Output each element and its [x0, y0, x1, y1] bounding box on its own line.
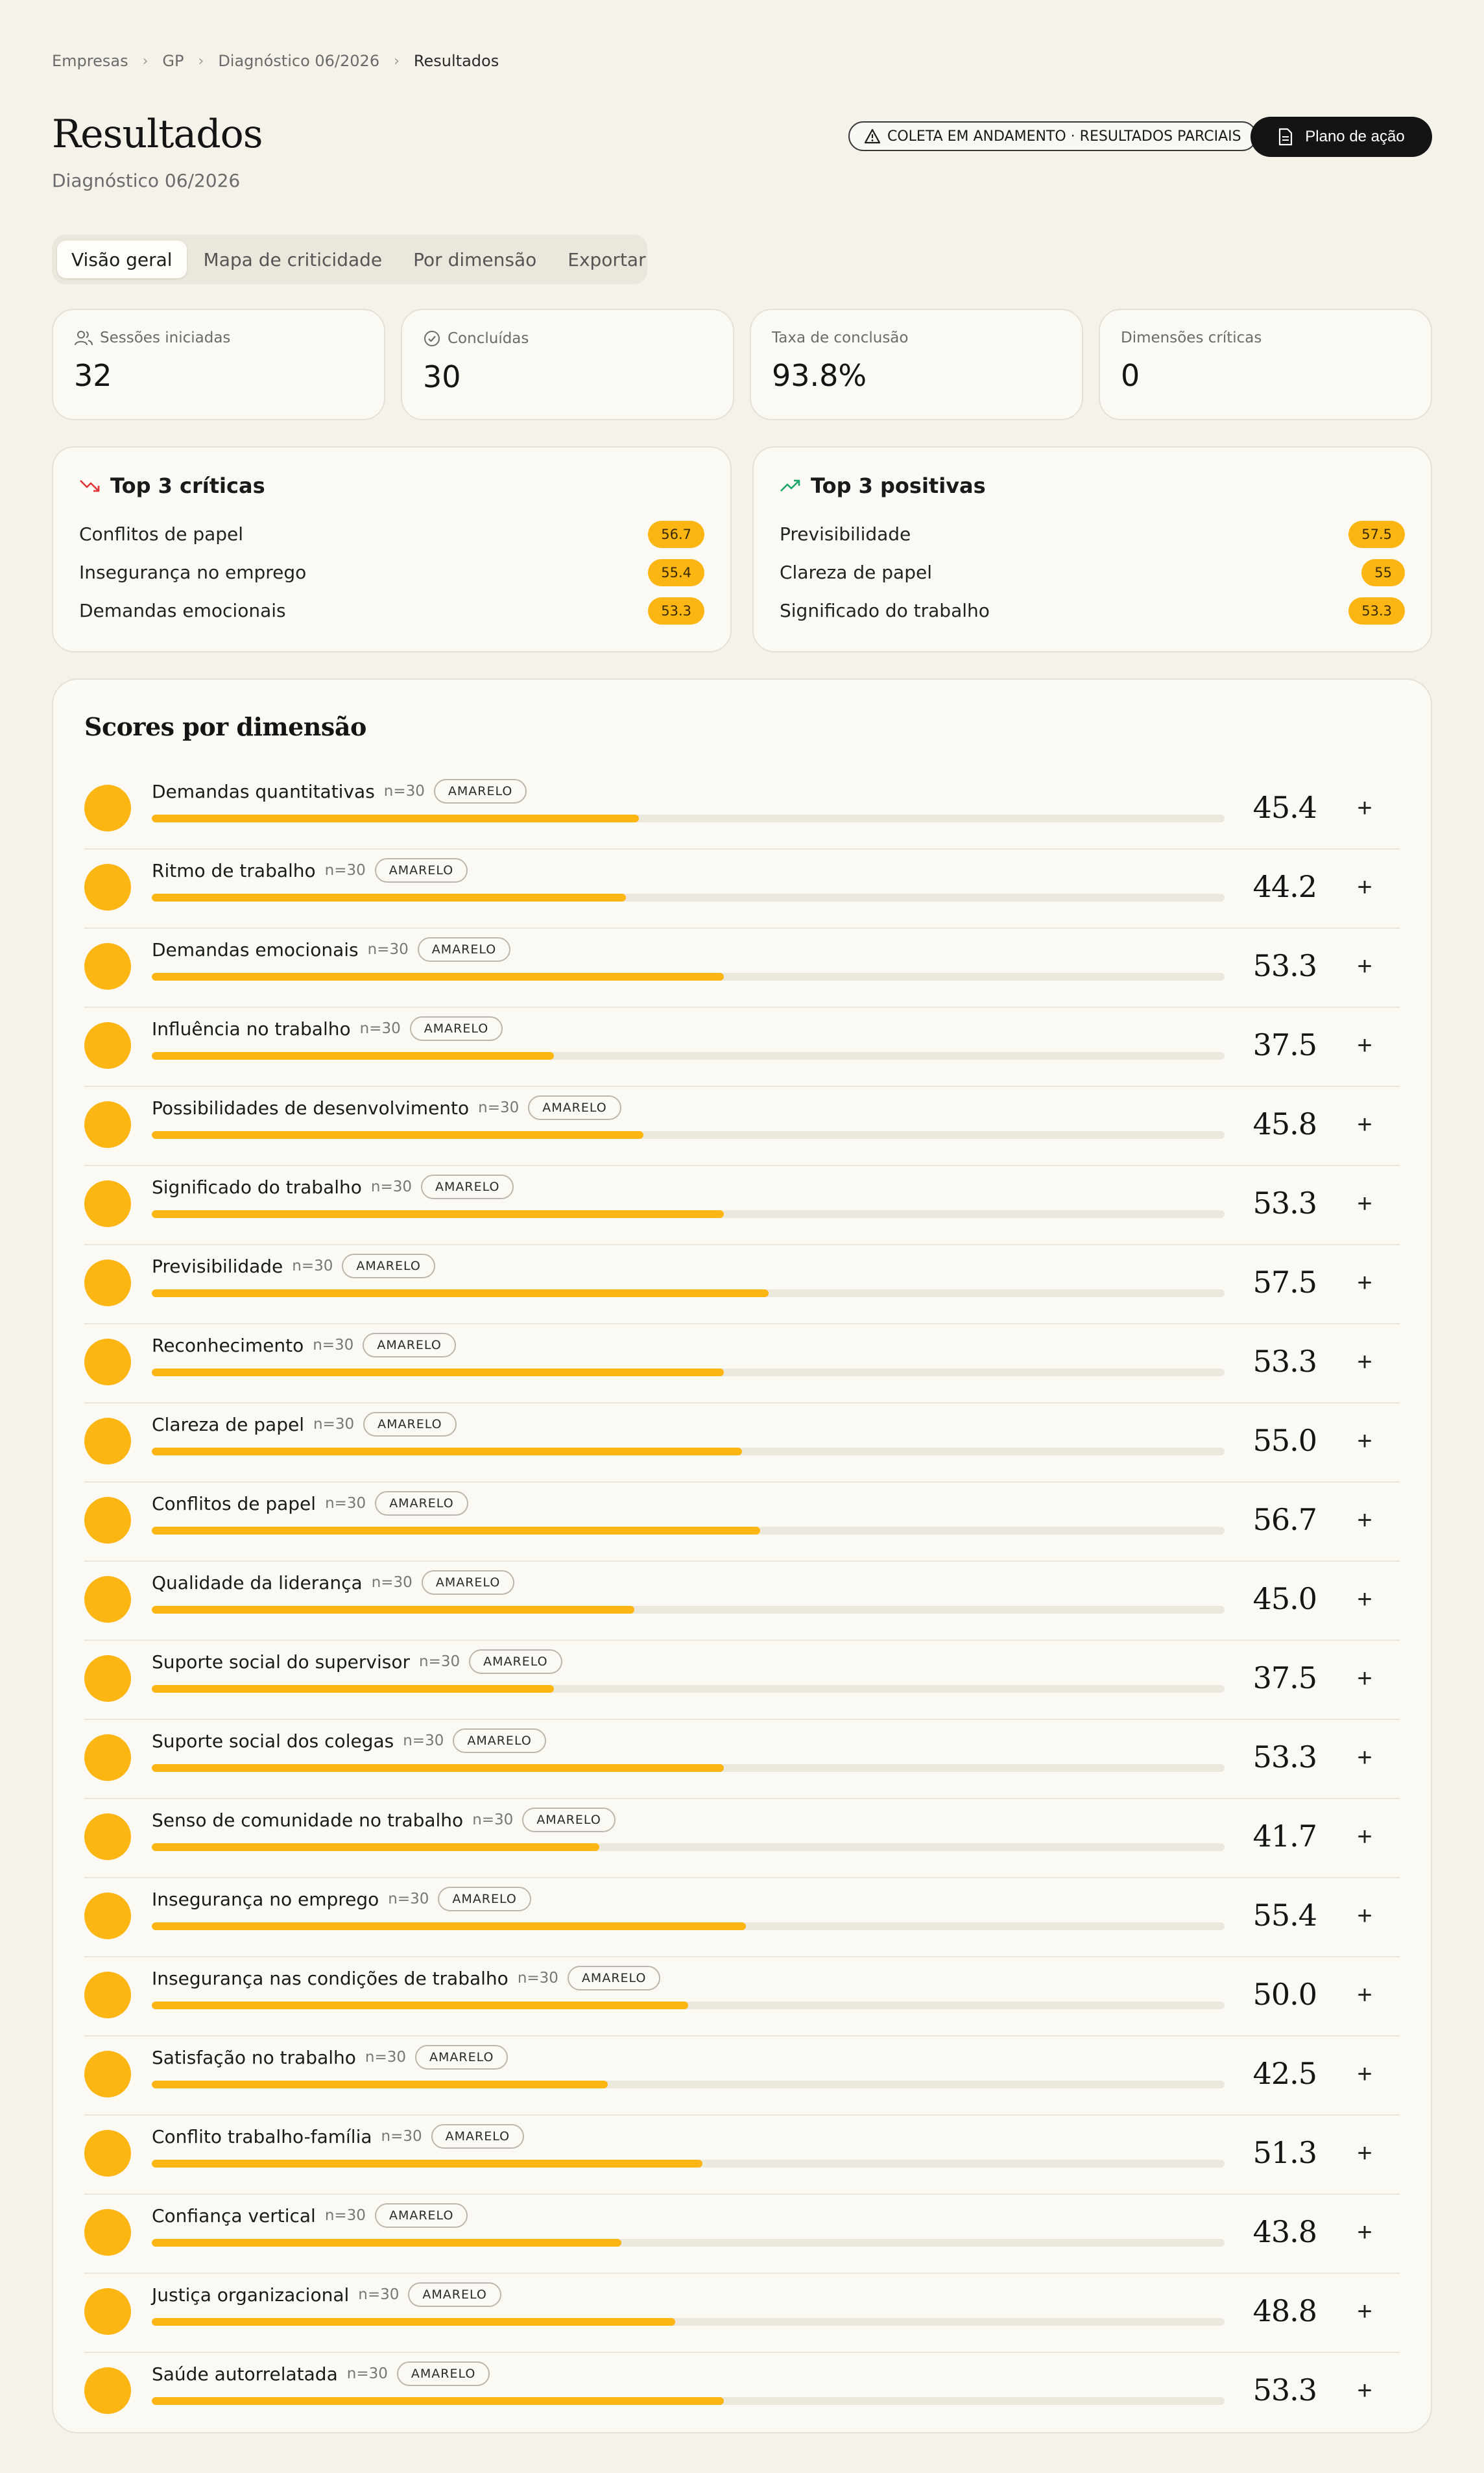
dimension-row [84, 1720, 1400, 1799]
sample-size: n=30 [419, 1653, 461, 1670]
dimension-name: Influência no trabalho [152, 1018, 351, 1040]
dimension-row [84, 1008, 1400, 1087]
dimension-row [84, 850, 1400, 929]
status-dot [84, 1893, 131, 1939]
dimension-row [84, 1641, 1400, 1720]
dimension-score: 56.7 [1252, 1502, 1317, 1537]
dimension-name: Senso de comunidade no trabalho [152, 1809, 464, 1831]
status-dot [84, 1734, 131, 1781]
score-bar [152, 2239, 1225, 2247]
dimension-row [84, 2195, 1400, 2274]
score-bar-fill [152, 815, 639, 822]
status-dot [84, 2288, 131, 2335]
sample-size: n=30 [325, 1495, 366, 1512]
list-item [79, 553, 704, 591]
stat-value: 93.8% [772, 358, 867, 393]
status-dot [84, 2051, 131, 2097]
score-bar [152, 894, 1225, 902]
list-item [780, 515, 1405, 553]
dimension-score: 51.3 [1252, 2135, 1317, 2170]
top-positive-card [752, 446, 1432, 652]
score-bar-fill [152, 1685, 554, 1693]
score-bar [152, 1131, 1225, 1139]
stat-card-dimensoes-criticas [1099, 309, 1432, 420]
dimension-score: 45.8 [1252, 1106, 1317, 1141]
status-tag: AMARELO [415, 2045, 508, 2070]
dimension-score: 55.0 [1252, 1423, 1317, 1458]
warning-icon [864, 128, 881, 144]
users-icon [74, 329, 93, 346]
expand-button[interactable]: + [1349, 1109, 1380, 1140]
dimension-score: 53.3 [1252, 1739, 1317, 1774]
dimension-row [84, 1404, 1400, 1483]
score-bar [152, 815, 1225, 822]
score-bar-fill [152, 1448, 742, 1455]
score-bar-fill [152, 1764, 724, 1772]
status-dot [84, 1180, 131, 1227]
status-tag: AMARELO [431, 2124, 524, 2149]
sample-size: n=30 [313, 1337, 354, 1354]
score-bar-fill [152, 973, 724, 981]
expand-button[interactable]: + [1349, 1663, 1380, 1694]
score-bar-fill [152, 1052, 554, 1060]
sample-size: n=30 [472, 1811, 514, 1828]
dimension-score: 55.4 [1252, 1898, 1317, 1933]
score-bar-fill [152, 1210, 724, 1218]
score-bar-fill [152, 2397, 724, 2405]
expand-button[interactable]: + [1349, 2375, 1380, 2406]
score-bar [152, 2160, 1225, 2168]
sample-size: n=30 [367, 941, 409, 958]
dimension-name: Satisfação no trabalho [152, 2046, 356, 2068]
dimension-name: Qualidade da liderança [152, 1571, 363, 1594]
expand-button[interactable]: + [1349, 2296, 1380, 2327]
dimension-name: Suporte social do supervisor [152, 1651, 411, 1673]
status-tag: AMARELO [422, 1570, 514, 1595]
scores-card [52, 678, 1432, 2433]
status-dot [84, 1339, 131, 1385]
score-bar [152, 1368, 1225, 1376]
sample-size: n=30 [313, 1416, 355, 1433]
status-badge-label: COLETA EM ANDAMENTO · RESULTADOS PARCIAIS [887, 128, 1241, 145]
status-tag: AMARELO [418, 937, 510, 962]
chevron-right-icon: › [394, 53, 400, 69]
status-tag: AMARELO [375, 858, 468, 883]
dimension-score: 53.3 [1252, 948, 1317, 983]
sample-size: n=30 [346, 2365, 388, 2382]
status-dot [84, 1101, 131, 1148]
dimension-row [84, 1324, 1400, 1404]
score-bar-fill [152, 1368, 724, 1376]
status-dot [84, 1813, 131, 1860]
score-bar-fill [152, 1922, 746, 1930]
score-bar-fill [152, 1606, 634, 1614]
list-item [780, 591, 1405, 630]
status-dot [84, 2367, 131, 2414]
score-bar [152, 1685, 1225, 1693]
dimension-name: Previsibilidade [152, 1255, 283, 1277]
score-bar-fill [152, 2081, 608, 2088]
sample-size: n=30 [403, 1732, 444, 1749]
score-pill: 53.3 [648, 597, 704, 625]
score-bar [152, 1210, 1225, 1218]
dimension-row [84, 1562, 1400, 1641]
stat-label: Taxa de conclusão [772, 329, 909, 346]
score-bar-fill [152, 2318, 675, 2326]
plan-button-label: Plano de ação [1305, 128, 1405, 145]
dimension-score: 37.5 [1252, 1660, 1317, 1695]
score-bar [152, 1052, 1225, 1060]
dimension-score: 53.3 [1252, 1344, 1317, 1379]
dimension-name: Conflito trabalho-família [152, 2125, 372, 2147]
score-bar-fill [152, 1843, 599, 1851]
score-bar-fill [152, 2001, 688, 2009]
list-item [780, 553, 1405, 591]
dimension-name: Clareza de papel [152, 1413, 304, 1435]
status-tag: AMARELO [363, 1412, 456, 1437]
sample-size: n=30 [365, 2049, 407, 2066]
expand-button[interactable]: + [1349, 1188, 1380, 1219]
sample-size: n=30 [371, 1574, 413, 1591]
score-pill: 55.4 [648, 559, 704, 586]
sample-size: n=30 [324, 2207, 366, 2224]
dimension-row [84, 1087, 1400, 1166]
expand-button[interactable]: + [1349, 1267, 1380, 1298]
status-tag: AMARELO [453, 1728, 545, 1753]
score-bar [152, 1289, 1225, 1297]
dimension-score: 44.2 [1252, 869, 1317, 904]
dimension-row [84, 1245, 1400, 1324]
dimension-score: 43.8 [1252, 2214, 1317, 2249]
trending-up-icon [780, 478, 802, 494]
expand-button[interactable]: + [1349, 2217, 1380, 2248]
sample-size: n=30 [292, 1258, 333, 1274]
expand-button[interactable]: + [1349, 793, 1380, 824]
stat-label: Sessões iniciadas [100, 329, 231, 346]
dimension-name: Suporte social dos colegas [152, 1730, 394, 1752]
status-tag: AMARELO [522, 1808, 615, 1832]
expand-button[interactable]: + [1349, 872, 1380, 903]
scores-title: Scores por dimensão [84, 712, 366, 741]
sample-size: n=30 [383, 783, 425, 800]
score-pill: 56.7 [648, 521, 704, 548]
score-bar-fill [152, 2160, 702, 2168]
page-title: Resultados [52, 112, 263, 157]
expand-button[interactable]: + [1349, 1979, 1380, 2011]
dimension-score: 45.4 [1252, 790, 1317, 825]
item-name: Conflitos de papel [79, 523, 244, 545]
status-tag: AMARELO [434, 779, 527, 804]
dimension-score: 41.7 [1252, 1819, 1317, 1854]
dimension-name: Ritmo de trabalho [152, 859, 316, 881]
score-pill: 55 [1361, 559, 1405, 586]
plan-de-acao-button[interactable] [1251, 117, 1432, 157]
score-bar-fill [152, 1131, 643, 1139]
top-critical-title: Top 3 críticas [110, 473, 265, 498]
status-tag: AMARELO [568, 1966, 660, 1990]
status-tag: AMARELO [469, 1649, 562, 1674]
status-dot [84, 1260, 131, 1306]
tab-bar [52, 235, 647, 284]
status-dot [84, 1497, 131, 1544]
status-tag: AMARELO [363, 1333, 455, 1357]
status-dot [84, 1972, 131, 2018]
expand-button[interactable]: + [1349, 2138, 1380, 2169]
status-dot [84, 864, 131, 911]
score-bar-fill [152, 2239, 621, 2247]
dimension-name: Demandas quantitativas [152, 780, 375, 802]
stat-card-taxa-conclusao [750, 309, 1083, 420]
stat-card-concluidas [401, 309, 734, 420]
score-pill: 57.5 [1348, 521, 1405, 548]
item-name: Demandas emocionais [79, 600, 286, 621]
status-dot [84, 1418, 131, 1464]
dimension-row [84, 2037, 1400, 2116]
stat-label: Concluídas [448, 330, 529, 347]
dimension-row [84, 771, 1400, 850]
dimension-row [84, 1799, 1400, 1878]
sample-size: n=30 [324, 862, 366, 879]
page-subtitle: Diagnóstico 06/2026 [52, 170, 241, 191]
sample-size: n=30 [370, 1178, 413, 1195]
status-dot [84, 1576, 131, 1623]
dimension-score: 45.0 [1252, 1581, 1317, 1616]
dimension-name: Significado do trabalho [152, 1176, 362, 1198]
status-dot [84, 2130, 131, 2177]
score-bar-fill [152, 1527, 760, 1535]
expand-button[interactable]: + [1349, 1584, 1380, 1615]
status-tag: AMARELO [408, 2282, 501, 2307]
dimension-name: Conflitos de papel [152, 1492, 317, 1514]
score-bar [152, 1764, 1225, 1772]
stat-value: 32 [74, 358, 112, 393]
top-positive-title: Top 3 positivas [811, 473, 986, 498]
dimension-name: Possibilidades de desenvolvimento [152, 1097, 470, 1119]
check-circle-icon [423, 329, 441, 348]
dimension-row [84, 1483, 1400, 1562]
dimension-score: 37.5 [1252, 1027, 1317, 1062]
score-bar [152, 2081, 1225, 2088]
score-bar-fill [152, 1289, 769, 1297]
tab-exportar[interactable]: Exportar [568, 248, 646, 270]
status-dot [84, 2209, 131, 2256]
dimension-score: 50.0 [1252, 1977, 1317, 2012]
dimension-name: Justiça organizacional [152, 2284, 350, 2306]
dimension-row [84, 2116, 1400, 2195]
expand-button[interactable]: + [1349, 1821, 1380, 1852]
trending-down-icon [79, 478, 101, 494]
score-bar [152, 2318, 1225, 2326]
item-name: Significado do trabalho [780, 600, 990, 621]
stat-card-sessoes [52, 309, 385, 420]
status-badge [848, 121, 1257, 151]
status-dot [84, 943, 131, 990]
breadcrumb [52, 52, 499, 70]
tab-mapa-de-criticidade[interactable]: Mapa de criticidade [203, 248, 383, 270]
expand-button[interactable]: + [1349, 1505, 1380, 1536]
item-name: Clareza de papel [780, 562, 932, 583]
status-tag: AMARELO [528, 1095, 621, 1120]
sample-size: n=30 [478, 1099, 520, 1116]
dimension-row [84, 1878, 1400, 1957]
score-pill: 53.3 [1348, 597, 1405, 625]
expand-button[interactable]: + [1349, 951, 1380, 982]
stat-value: 0 [1121, 358, 1140, 393]
score-bar [152, 1448, 1225, 1455]
score-bar [152, 1606, 1225, 1614]
score-bar [152, 1843, 1225, 1851]
dimension-row [84, 2353, 1400, 2432]
status-tag: AMARELO [421, 1175, 514, 1199]
score-bar-fill [152, 894, 626, 902]
breadcrumb-gp[interactable]: GP [162, 52, 184, 70]
sample-size: n=30 [381, 2128, 422, 2145]
status-tag: AMARELO [375, 2203, 468, 2228]
sample-size: n=30 [359, 1020, 401, 1037]
status-tag: AMARELO [342, 1254, 435, 1278]
sample-size: n=30 [517, 1970, 558, 1987]
status-tag: AMARELO [438, 1887, 531, 1911]
dimension-name: Saúde autorrelatada [152, 2363, 338, 2385]
dimension-score: 48.8 [1252, 2293, 1317, 2328]
status-tag: AMARELO [410, 1016, 503, 1041]
item-name: Insegurança no emprego [79, 562, 307, 583]
dimension-name: Reconhecimento [152, 1334, 304, 1356]
status-dot [84, 785, 131, 831]
status-dot [84, 1655, 131, 1702]
scores-list [84, 771, 1400, 2432]
list-item [79, 591, 704, 630]
expand-button[interactable]: + [1349, 1742, 1380, 1773]
top-critical-card [52, 446, 732, 652]
status-tag: AMARELO [375, 1491, 468, 1516]
breadcrumb-diagnostico[interactable]: Diagnóstico 06/2026 [218, 52, 380, 70]
score-bar [152, 2001, 1225, 2009]
breadcrumb-current: Resultados [413, 52, 499, 70]
score-bar [152, 973, 1225, 981]
dimension-score: 53.3 [1252, 1186, 1317, 1221]
dimension-score: 42.5 [1252, 2056, 1317, 2091]
status-dot [84, 1022, 131, 1069]
expand-button[interactable]: + [1349, 2059, 1380, 2090]
dimension-row [84, 1957, 1400, 2037]
sample-size: n=30 [358, 2286, 400, 2303]
expand-button[interactable]: + [1349, 1030, 1380, 1061]
expand-button[interactable]: + [1349, 1346, 1380, 1378]
dimension-row [84, 2274, 1400, 2353]
dimension-score: 57.5 [1252, 1265, 1317, 1300]
status-tag: AMARELO [397, 2361, 490, 2386]
chevron-right-icon: › [142, 53, 149, 69]
tab-visao-geral[interactable]: Visão geral [57, 241, 187, 278]
document-icon [1278, 128, 1293, 146]
item-name: Previsibilidade [780, 523, 911, 545]
tab-por-dimensao[interactable]: Por dimensão [413, 248, 537, 270]
stat-label: Dimensões críticas [1121, 329, 1262, 346]
chevron-right-icon: › [198, 53, 204, 69]
dimension-score: 53.3 [1252, 2372, 1317, 2407]
expand-button[interactable]: + [1349, 1426, 1380, 1457]
dimension-name: Demandas emocionais [152, 938, 359, 961]
score-bar [152, 1922, 1225, 1930]
dimension-name: Insegurança no emprego [152, 1888, 379, 1910]
sample-size: n=30 [388, 1891, 429, 1907]
expand-button[interactable]: + [1349, 1900, 1380, 1931]
dimension-row [84, 929, 1400, 1008]
list-item [79, 515, 704, 553]
stat-value: 30 [423, 359, 461, 394]
score-bar [152, 2397, 1225, 2405]
breadcrumb-empresas[interactable]: Empresas [52, 52, 128, 70]
dimension-name: Insegurança nas condições de trabalho [152, 1967, 509, 1989]
score-bar [152, 1527, 1225, 1535]
dimension-name: Confiança vertical [152, 2204, 316, 2227]
dimension-row [84, 1166, 1400, 1245]
